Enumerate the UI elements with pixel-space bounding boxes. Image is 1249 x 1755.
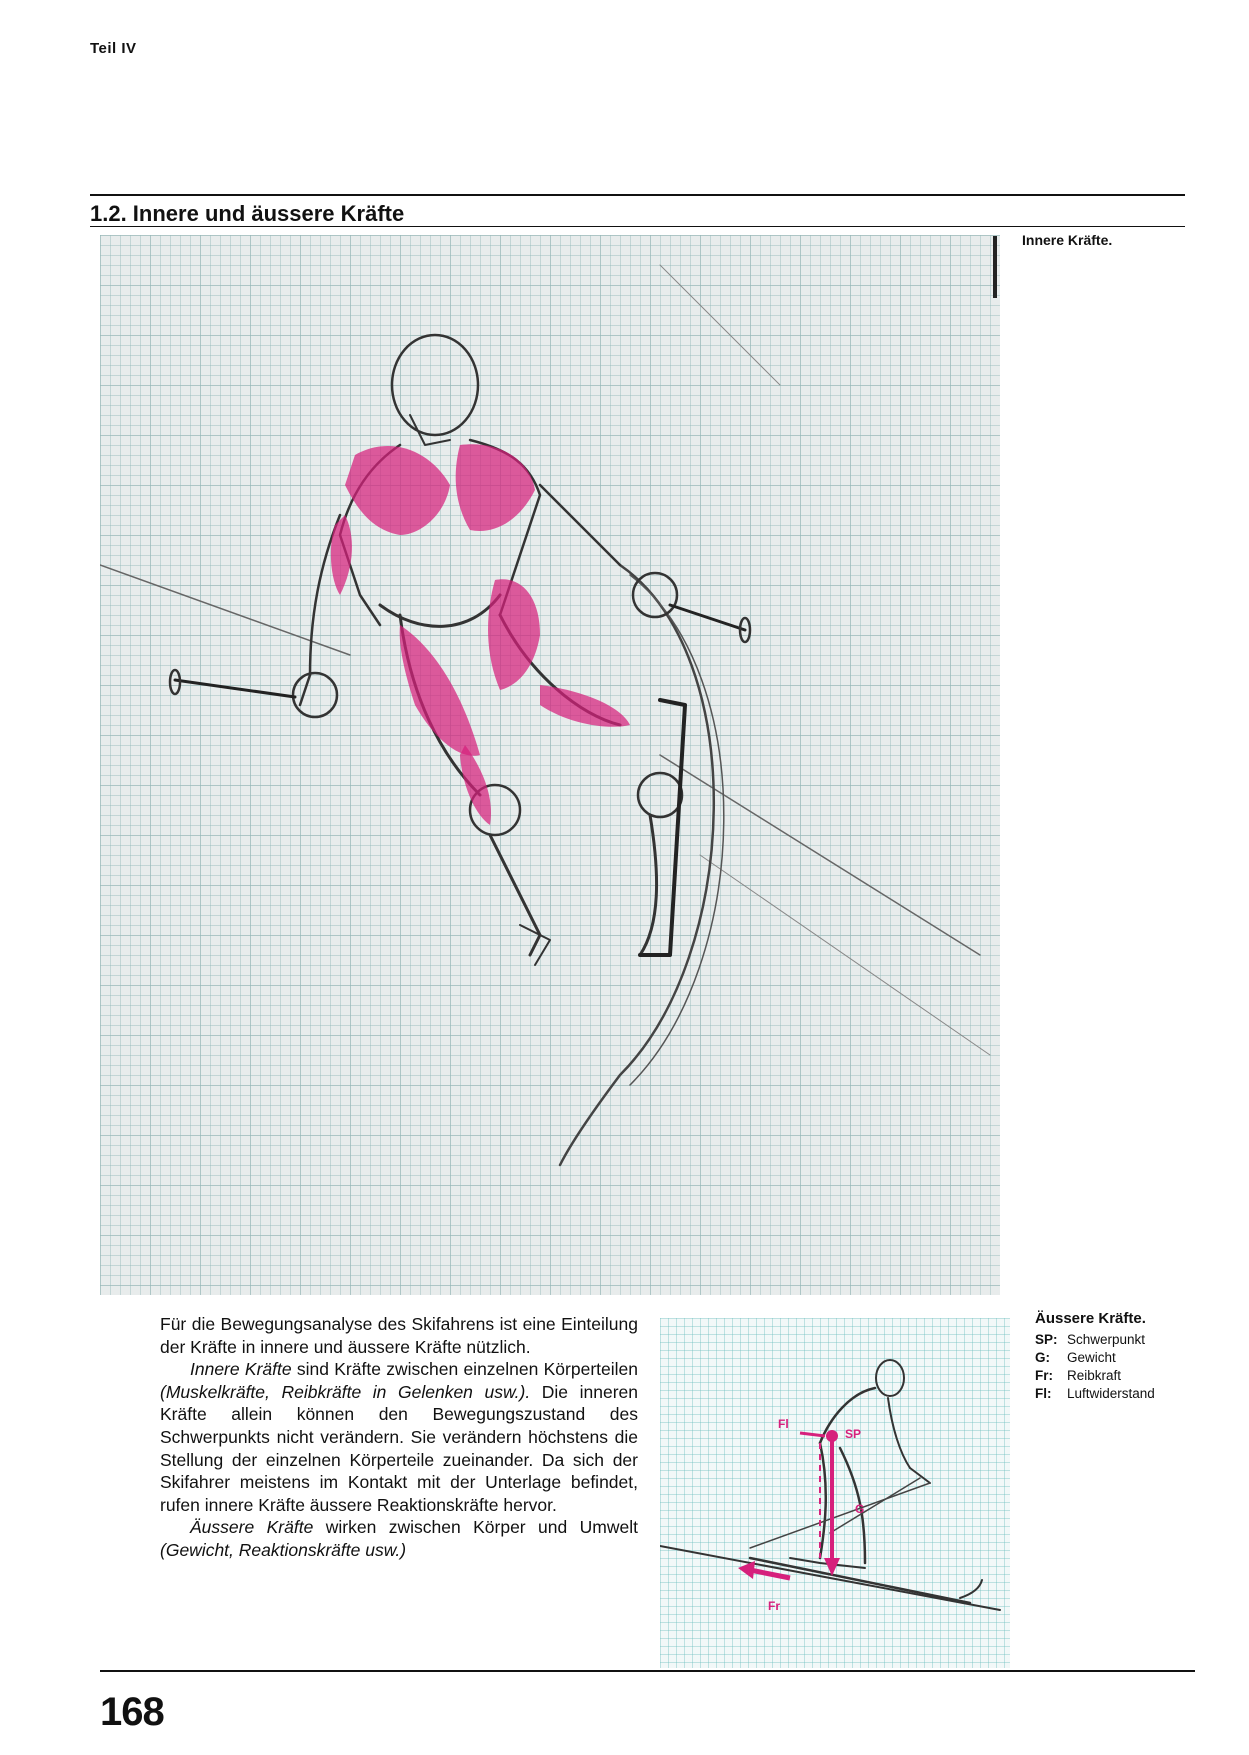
legend-row xyxy=(1035,1367,1155,1385)
paragraph-inner-forces: Innere Kräfte sind Kräfte zwischen einzelnen Körperteilen (Muskelkräfte, Reibkräfte in Gelenken usw.). Die inneren Kräfte allein können den Bewegungszustand des Schwerpunkts nicht verändern. Sie verändern höchstens die Stellung der einzelnen Körperteile zueinander. Da sich der Skifahrer meistens im Kontakt mit der Unterlage befindet, rufen innere Kräfte äussere Reaktionskräfte hervor. xyxy=(160,1359,638,1515)
paragraph-outer-forces: Äussere Kräfte wirken zwischen Körper und Umwelt (Gewicht, Reaktionskräfte usw.) xyxy=(160,1517,638,1560)
legend-row xyxy=(1035,1331,1155,1349)
label-fl: Fl xyxy=(778,1417,789,1431)
label-fr: Fr xyxy=(768,1599,780,1613)
skier-muscle-illustration xyxy=(100,235,1000,1295)
body-text xyxy=(160,1313,638,1562)
legend-text: Schwerpunkt xyxy=(1067,1332,1146,1347)
legend-row xyxy=(1035,1349,1155,1367)
legend-symbol: G: xyxy=(1035,1350,1050,1365)
figure-marker-bar xyxy=(993,236,997,298)
inner-forces-examples: (Muskelkräfte, Reibkräfte in Gelenken usw.). xyxy=(160,1381,531,1402)
legend-text: Luftwiderstand xyxy=(1067,1386,1155,1401)
label-g: G xyxy=(855,1502,865,1516)
legend-symbol: SP: xyxy=(1035,1332,1058,1347)
outer-forces-examples: (Gewicht, Reaktionskräfte usw.) xyxy=(160,1539,407,1560)
muscle-highlights xyxy=(331,444,630,825)
legend-text: Gewicht xyxy=(1067,1350,1116,1365)
title-rule xyxy=(90,226,1185,227)
paragraph-intro: Für die Bewegungsanalyse des Skifahrens ist eine Einteilung der Kräfte in innere und äussere Kräfte nützlich. xyxy=(160,1314,638,1357)
section-title: 1.2. Innere und äussere Kräfte xyxy=(90,201,405,226)
skier-forces-sketch xyxy=(660,1318,1010,1668)
top-rule xyxy=(90,194,1185,196)
inner-forces-caption: Innere Kräfte. xyxy=(1022,232,1113,248)
part-label: Teil IV xyxy=(90,40,137,57)
legend-symbol: Fl: xyxy=(1035,1386,1052,1401)
legend-text: Reibkraft xyxy=(1067,1368,1122,1383)
legend-row xyxy=(1035,1385,1155,1403)
skier-sketch xyxy=(100,235,1000,1295)
term-inner-forces: Innere Kräfte xyxy=(190,1359,292,1380)
term-outer-forces: Äussere Kräfte xyxy=(190,1517,314,1538)
page-number: 168 xyxy=(100,1690,164,1734)
outer-forces-legend xyxy=(1035,1310,1155,1403)
legend-title: Äussere Kräfte. xyxy=(1035,1310,1146,1327)
bottom-rule xyxy=(100,1670,1195,1672)
label-sp: SP xyxy=(845,1427,862,1441)
legend-symbol: Fr: xyxy=(1035,1368,1053,1383)
external-forces-diagram xyxy=(660,1318,1010,1668)
